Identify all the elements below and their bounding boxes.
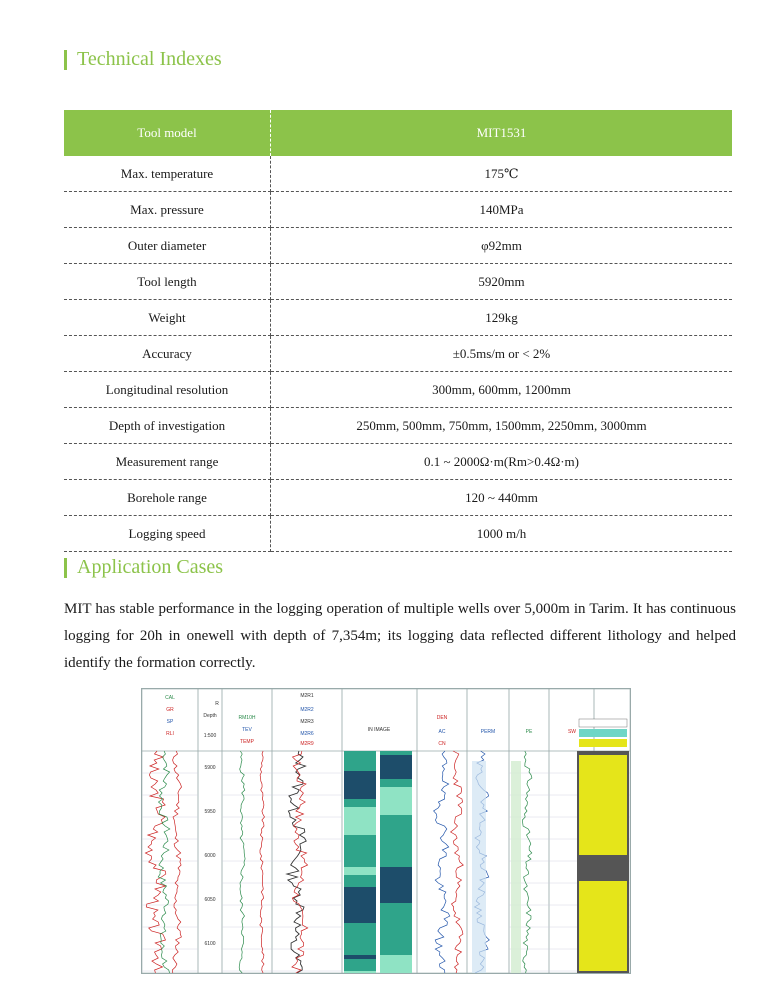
image-strip: [380, 879, 412, 883]
table-row: [64, 300, 732, 336]
image-strip: [380, 835, 412, 839]
image-strip: [380, 967, 412, 971]
image-strip: [344, 943, 376, 947]
track-label: SW: [567, 729, 577, 735]
image-strip: [380, 947, 412, 951]
image-strip: [380, 759, 412, 763]
image-strip: [344, 859, 376, 863]
depth-label: 5900: [204, 765, 216, 771]
track-label: 1:500: [203, 733, 217, 739]
image-strip: [344, 967, 376, 971]
image-strip: [344, 807, 376, 811]
image-strip: [344, 903, 376, 907]
image-strip: [380, 915, 412, 919]
image-strip: [344, 803, 376, 807]
track-label: RM10H: [238, 715, 256, 721]
track-label: IN IMAGE: [367, 727, 391, 733]
depth-label: 6000: [204, 853, 216, 859]
row-label: Borehole range: [64, 480, 271, 516]
image-strip: [344, 883, 376, 887]
table-row: [64, 444, 732, 480]
image-strip: [344, 923, 376, 927]
image-strip: [380, 867, 412, 871]
track-label: GR: [166, 707, 174, 713]
image-strip: [344, 763, 376, 767]
track-label: DEN: [436, 715, 448, 721]
temp-curve: [260, 751, 265, 973]
spec-table: [64, 110, 732, 552]
image-strip: [344, 963, 376, 967]
image-strip: [380, 935, 412, 939]
image-strip: [380, 771, 412, 775]
heading-bar: [64, 50, 67, 70]
image-strip: [344, 879, 376, 883]
well-log-chart: [142, 689, 630, 973]
row-value: 129kg: [271, 300, 733, 336]
image-strip: [344, 839, 376, 843]
image-strip: [380, 775, 412, 779]
image-strip: [344, 815, 376, 819]
image-strip: [344, 899, 376, 903]
table-row: [64, 336, 732, 372]
image-strip: [380, 903, 412, 907]
lithology-key: [579, 729, 627, 737]
header-model-value: MIT1531: [271, 110, 733, 156]
image-strip: [380, 847, 412, 851]
image-strip: [344, 771, 376, 775]
track-label: AC: [438, 729, 446, 735]
pe-fill: [511, 761, 521, 973]
lithology-sand: [579, 881, 627, 971]
image-strip: [344, 907, 376, 911]
row-label: Longitudinal resolution: [64, 372, 271, 408]
image-strip: [380, 755, 412, 759]
track-label: M2R2: [300, 707, 314, 713]
image-strip: [344, 831, 376, 835]
lithology-key: [579, 739, 627, 747]
table-row: [64, 516, 732, 552]
row-label: Weight: [64, 300, 271, 336]
image-strip: [344, 887, 376, 891]
image-strip: [344, 919, 376, 923]
row-value: 120 ~ 440mm: [271, 480, 733, 516]
image-strip: [380, 851, 412, 855]
track-label: M2R6: [300, 731, 314, 737]
m2r9-curve: [292, 751, 308, 973]
image-strip: [344, 959, 376, 963]
track-label: R: [215, 701, 219, 707]
image-strip: [344, 811, 376, 815]
image-strip: [344, 819, 376, 823]
image-strip: [380, 943, 412, 947]
track-label: M2R1: [300, 693, 314, 699]
row-value: ±0.5ms/m or < 2%: [271, 336, 733, 372]
table-row: [64, 480, 732, 516]
image-strip: [380, 823, 412, 827]
image-strip: [380, 911, 412, 915]
image-strip: [344, 851, 376, 855]
track-label: CN: [438, 741, 446, 747]
image-strip: [380, 895, 412, 899]
image-strip: [380, 815, 412, 819]
image-strip: [344, 847, 376, 851]
image-strip: [344, 867, 376, 871]
sp-curve: [158, 751, 170, 973]
image-strip: [380, 871, 412, 875]
image-strip: [344, 775, 376, 779]
image-strip: [380, 919, 412, 923]
depth-label: 6050: [204, 897, 216, 903]
image-strip: [380, 819, 412, 823]
track-label: M2R9: [300, 741, 314, 747]
image-strip: [344, 751, 376, 755]
row-label: Outer diameter: [64, 228, 271, 264]
lithology-sand: [579, 755, 627, 855]
image-strip: [344, 891, 376, 895]
image-strip: [380, 843, 412, 847]
track-frame: [198, 689, 222, 973]
row-label: Depth of investigation: [64, 408, 271, 444]
image-strip: [344, 875, 376, 879]
image-strip: [380, 763, 412, 767]
track-label: PE: [525, 729, 533, 735]
image-strip: [344, 931, 376, 935]
image-strip: [380, 959, 412, 963]
image-strip: [380, 891, 412, 895]
image-strip: [380, 931, 412, 935]
image-strip: [344, 927, 376, 931]
image-strip: [380, 907, 412, 911]
image-strip: [344, 827, 376, 831]
image-strip: [380, 779, 412, 783]
image-strip: [380, 955, 412, 959]
image-strip: [380, 787, 412, 791]
image-strip: [344, 951, 376, 955]
image-strip: [380, 899, 412, 903]
image-strip: [344, 783, 376, 787]
track-label: M2R3: [300, 719, 314, 725]
heading-bar: [64, 558, 67, 578]
image-strip: [344, 835, 376, 839]
image-strip: [380, 803, 412, 807]
track-label: PERM: [480, 729, 496, 735]
row-value: 140MPa: [271, 192, 733, 228]
image-strip: [380, 863, 412, 867]
application-cases-title: Application Cases: [77, 556, 224, 578]
table-row: [64, 372, 732, 408]
image-strip: [380, 875, 412, 879]
image-strip: [344, 767, 376, 771]
pe-curve: [522, 751, 532, 973]
track-label: RLI: [166, 731, 174, 737]
image-strip: [344, 895, 376, 899]
image-strip: [380, 963, 412, 967]
row-label: Measurement range: [64, 444, 271, 480]
image-strip: [380, 791, 412, 795]
image-strip: [344, 791, 376, 795]
image-strip: [380, 783, 412, 787]
row-value: 175℃: [271, 156, 733, 192]
row-value: 1000 m/h: [271, 516, 733, 552]
application-cases-heading: [64, 556, 223, 579]
header-tool-model: Tool model: [64, 110, 271, 156]
image-strip: [380, 811, 412, 815]
perm-fill: [472, 761, 486, 973]
lithology-key: [579, 719, 627, 727]
m2r1-curve: [287, 751, 306, 973]
table-header-row: [64, 110, 732, 156]
image-strip: [344, 871, 376, 875]
depth-label: 5950: [204, 809, 216, 815]
track-label: SP: [166, 719, 174, 725]
row-label: Tool length: [64, 264, 271, 300]
track-label: CAL: [165, 695, 175, 701]
image-strip: [380, 939, 412, 943]
table-row: [64, 228, 732, 264]
row-label: Logging speed: [64, 516, 271, 552]
image-strip: [380, 767, 412, 771]
row-value: 0.1 ~ 2000Ω·m(Rm>0.4Ω·m): [271, 444, 733, 480]
track-label: TEMP: [240, 739, 254, 745]
row-value: 250mm, 500mm, 750mm, 1500mm, 2250mm, 3000mm: [271, 408, 733, 444]
image-strip: [344, 947, 376, 951]
image-strip: [344, 915, 376, 919]
image-strip: [344, 823, 376, 827]
image-strip: [344, 795, 376, 799]
image-strip: [380, 831, 412, 835]
track-label: Depth: [203, 713, 217, 719]
image-strip: [344, 855, 376, 859]
image-strip: [344, 799, 376, 803]
row-label: Max. temperature: [64, 156, 271, 192]
den-curve: [451, 751, 464, 973]
image-strip: [344, 755, 376, 759]
image-strip: [344, 843, 376, 847]
depth-label: 6100: [204, 941, 216, 947]
image-strip: [380, 951, 412, 955]
image-strip: [380, 799, 412, 803]
well-log-figure: [141, 688, 631, 974]
technical-indexes-title: Technical Indexes: [77, 48, 222, 70]
row-value: 5920mm: [271, 264, 733, 300]
image-strip: [380, 751, 412, 755]
row-value: 300mm, 600mm, 1200mm: [271, 372, 733, 408]
image-strip: [380, 827, 412, 831]
track-label: TEV: [242, 727, 252, 733]
table-row: [64, 192, 732, 228]
image-strip: [380, 971, 412, 973]
image-strip: [344, 955, 376, 959]
row-label: Accuracy: [64, 336, 271, 372]
tev-curve: [239, 751, 245, 973]
image-strip: [380, 839, 412, 843]
gr-curve: [145, 751, 165, 973]
image-strip: [344, 971, 376, 973]
image-strip: [344, 911, 376, 915]
application-paragraph: MIT has stable performance in the logging operation of multiple wells over 5,000m in Tarim. It has continuous logging for 20h in onewell with depth of 7,354m; its logging data reflected different lithology and helped identify the formation correctly.: [64, 601, 736, 671]
image-strip: [380, 855, 412, 859]
table-row: [64, 264, 732, 300]
table-row: [64, 156, 732, 192]
image-strip: [380, 883, 412, 887]
image-strip: [344, 779, 376, 783]
rli-curve: [172, 751, 181, 973]
row-value: φ92mm: [271, 228, 733, 264]
technical-indexes-heading: [64, 48, 222, 71]
image-strip: [380, 859, 412, 863]
image-strip: [380, 887, 412, 891]
table-row: [64, 408, 732, 444]
image-strip: [380, 923, 412, 927]
image-strip: [344, 935, 376, 939]
image-strip: [344, 863, 376, 867]
row-label: Max. pressure: [64, 192, 271, 228]
image-strip: [344, 787, 376, 791]
image-strip: [380, 795, 412, 799]
image-strip: [380, 807, 412, 811]
ac-curve: [434, 751, 450, 973]
image-strip: [380, 927, 412, 931]
image-strip: [344, 939, 376, 943]
image-strip: [344, 759, 376, 763]
